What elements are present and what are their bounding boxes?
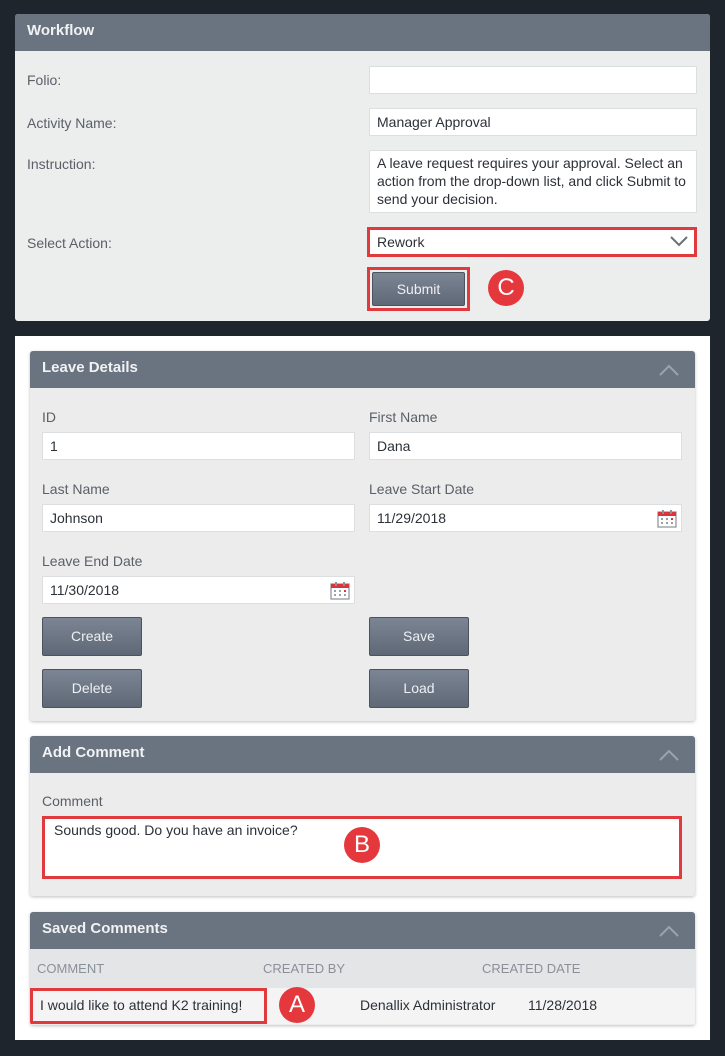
select-action-value: Rework bbox=[377, 234, 425, 250]
saved-comments-panel bbox=[30, 912, 695, 1025]
submit-button[interactable]: Submit bbox=[372, 272, 465, 306]
column-header-comment[interactable]: COMMENT bbox=[37, 961, 105, 976]
instruction-label: Instruction: bbox=[27, 156, 96, 172]
instruction-text: A leave request requires your approval. Select an action from the drop-down list, and click Submit to send your decision. bbox=[369, 150, 697, 213]
comment-cell: I would like to attend K2 training! bbox=[30, 988, 267, 1024]
leave-end-date-value: 11/30/2018 bbox=[50, 582, 120, 598]
workflow-panel bbox=[15, 14, 710, 321]
annotation-badge-b: B bbox=[344, 827, 380, 863]
leave-end-date-label: Leave End Date bbox=[42, 553, 143, 569]
annotation-badge-a: A bbox=[279, 987, 315, 1023]
saved-comments-header[interactable] bbox=[30, 912, 695, 949]
comment-label: Comment bbox=[42, 793, 103, 809]
activity-name-label: Activity Name: bbox=[27, 115, 117, 131]
leave-details-panel bbox=[30, 351, 695, 721]
last-name-input[interactable]: Johnson bbox=[42, 504, 355, 532]
workflow-title: Workflow bbox=[15, 14, 710, 51]
leave-details-header[interactable] bbox=[30, 351, 695, 388]
created-date-cell: 11/28/2018 bbox=[528, 997, 598, 1013]
chevron-down-icon bbox=[670, 234, 688, 248]
annotation-badge-c: C bbox=[488, 270, 524, 306]
leave-start-date-label: Leave Start Date bbox=[369, 481, 475, 497]
leave-start-date-input[interactable] bbox=[369, 504, 682, 532]
leave-start-date-value: 11/29/2018 bbox=[377, 510, 447, 526]
chevron-up-icon[interactable] bbox=[659, 925, 679, 937]
column-header-created-by[interactable]: CREATED BY bbox=[263, 961, 346, 976]
create-button[interactable]: Create bbox=[42, 617, 142, 656]
chevron-up-icon[interactable] bbox=[659, 364, 679, 376]
id-label: ID bbox=[42, 409, 56, 425]
calendar-icon[interactable] bbox=[657, 509, 677, 528]
chevron-up-icon[interactable] bbox=[659, 749, 679, 761]
column-header-created-date[interactable]: CREATED DATE bbox=[482, 961, 581, 976]
first-name-input[interactable]: Dana bbox=[369, 432, 682, 460]
select-action-dropdown[interactable] bbox=[367, 227, 697, 257]
save-button[interactable]: Save bbox=[369, 617, 469, 656]
activity-name-field: Manager Approval bbox=[369, 108, 697, 136]
leave-details-title: Leave Details bbox=[42, 359, 138, 376]
id-input[interactable]: 1 bbox=[42, 432, 355, 460]
saved-comments-grid-header bbox=[30, 949, 695, 988]
form-area bbox=[15, 336, 710, 1040]
created-by-cell: Denallix Administrator bbox=[360, 997, 496, 1013]
saved-comments-title: Saved Comments bbox=[42, 920, 168, 937]
first-name-label: First Name bbox=[369, 409, 438, 425]
calendar-icon[interactable] bbox=[330, 581, 350, 600]
load-button[interactable]: Load bbox=[369, 669, 469, 708]
add-comment-header[interactable] bbox=[30, 736, 695, 773]
folio-label: Folio: bbox=[27, 72, 62, 88]
folio-input[interactable] bbox=[369, 66, 697, 94]
select-action-label: Select Action: bbox=[27, 235, 112, 251]
last-name-label: Last Name bbox=[42, 481, 110, 497]
submit-highlight bbox=[367, 267, 470, 311]
table-row[interactable] bbox=[30, 988, 695, 1024]
add-comment-title: Add Comment bbox=[42, 744, 145, 761]
delete-button[interactable]: Delete bbox=[42, 669, 142, 708]
comment-textarea[interactable]: Sounds good. Do you have an invoice? bbox=[42, 816, 682, 879]
leave-end-date-input[interactable] bbox=[42, 576, 355, 604]
